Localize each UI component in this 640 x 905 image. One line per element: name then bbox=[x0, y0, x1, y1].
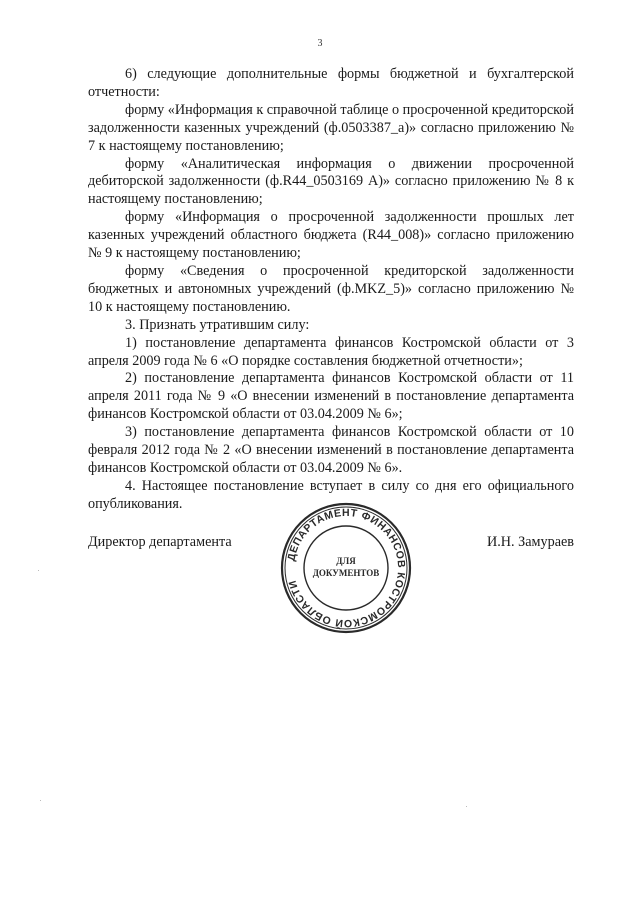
paragraph-repeal-3: 3) постановление департамента финансов Костромской области от 10 февраля 2012 года № 2 «О внесении изменений в постановление департамента финансов Костромской области от 03.04.2009 № 6». bbox=[88, 424, 574, 476]
document-body bbox=[88, 66, 574, 514]
paragraph-repeal-2: 2) постановление департамента финансов Костромской области от 11 апреля 2011 года № 9 «О внесении изменений в постановление департамента финансов Костромской области от 03.04.2009 № 6»; bbox=[88, 370, 574, 423]
paragraph-effective: 4. Настоящее постановление вступает в силу со дня его официального опубликования. bbox=[88, 477, 574, 512]
paragraph-form-mkz5: форму «Сведения о просроченной кредиторской задолженности бюджетных и автономных учреждений (ф.MKZ_5)» согласно приложению № 10 к настоящему постановлению. bbox=[88, 262, 574, 315]
signatory-position: Директор департамента bbox=[88, 534, 232, 550]
official-stamp bbox=[278, 500, 414, 636]
scan-speck bbox=[40, 800, 41, 801]
paragraph-repeal-1: 1) постановление департамента финансов Костромской области от 3 апреля 2009 года № 6 «О порядке составления бюджетной отчетности»; bbox=[88, 334, 574, 369]
stamp-center-line-1: ДЛЯ bbox=[336, 556, 356, 566]
stamp-outer-text: ДЕПАРТАМЕНТ ФИНАНСОВ КОСТРОМСКОЙ ОБЛАСТИ bbox=[285, 506, 408, 630]
signature-block bbox=[88, 506, 574, 640]
scan-speck bbox=[38, 570, 39, 571]
stamp-seal-icon bbox=[278, 500, 414, 636]
scan-speck bbox=[466, 806, 467, 807]
page-number: 3 bbox=[317, 38, 323, 49]
stamp-center-line-2: ДОКУМЕНТОВ bbox=[312, 568, 380, 578]
paragraph-repeal-heading: 3. Признать утратившим силу: bbox=[125, 316, 310, 333]
paragraph-form-0503169: форму «Аналитическая информация о движении просроченной дебиторской задолженности (ф.R44_0503169 А)» согласно приложению № 8 к настоящему постановлению; bbox=[88, 155, 574, 208]
paragraph-additional-forms: 6) следующие дополнительные формы бюджетной и бухгалтерской отчетности: bbox=[88, 66, 574, 100]
signatory-name: И.Н. Замураев bbox=[487, 534, 574, 550]
paragraph-form-r44-008: форму «Информация о просроченной задолженности прошлых лет казенных учреждений областного бюджета (R44_008)» согласно приложению № 9 к настоящему постановлению; bbox=[88, 209, 574, 262]
paragraph-form-0503387: форму «Информация к справочной таблице о просроченной кредиторской задолженности казенных учреждений (ф.0503387_а)» согласно приложению № 7 к настоящему постановлению; bbox=[88, 101, 574, 154]
